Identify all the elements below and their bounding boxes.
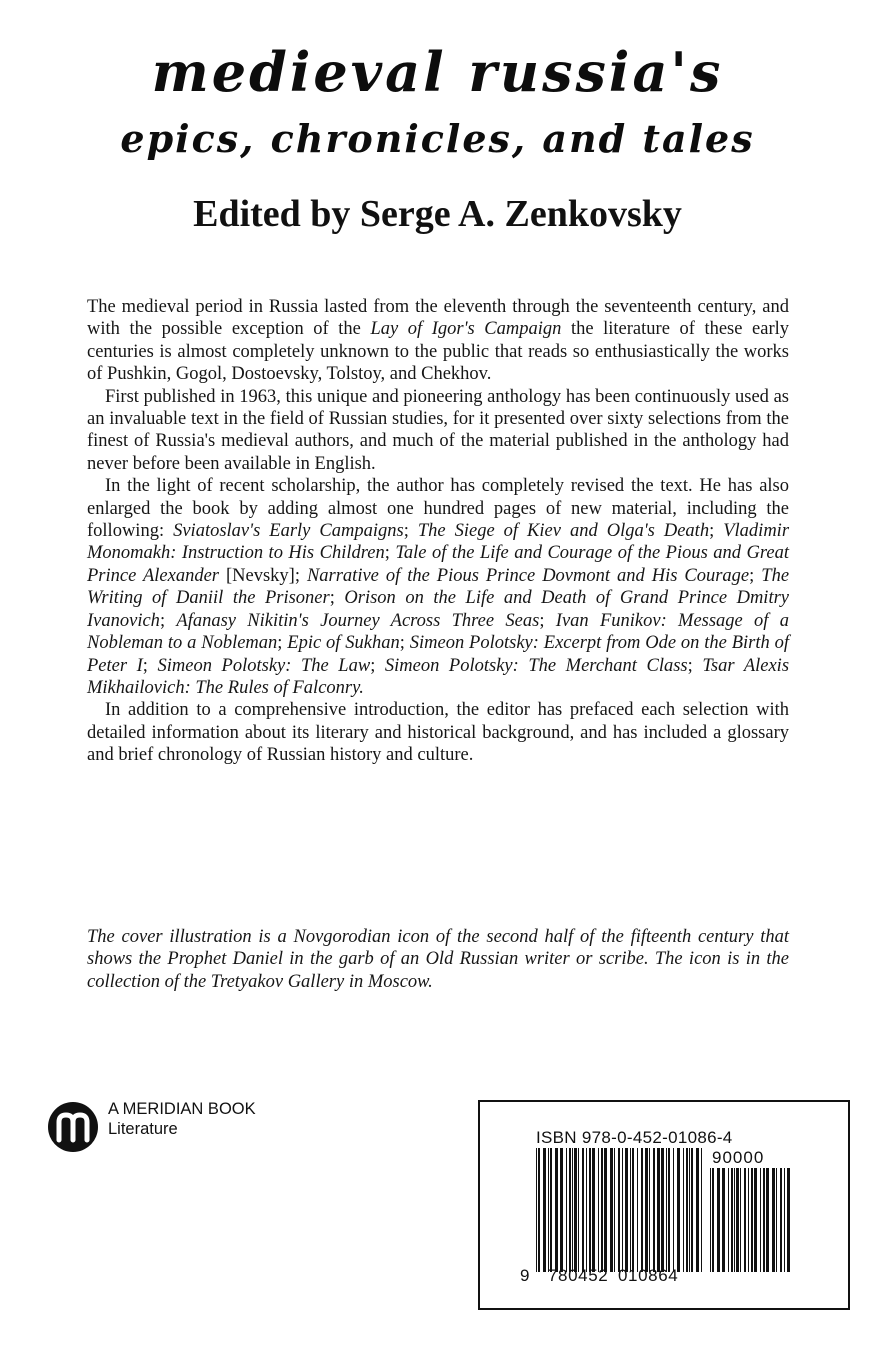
barcode-bar [776,1168,777,1272]
barcode-bar [740,1168,741,1272]
barcode-bar [604,1148,607,1272]
barcode-bar [569,1148,571,1272]
barcode-bar [763,1168,765,1272]
barcode-bar [566,1148,567,1272]
barcode-first-digit: 9 [520,1266,530,1285]
barcode-bar [555,1148,558,1272]
barcode-bar [728,1168,729,1272]
barcode-bar [610,1148,613,1272]
book-description [87,296,789,767]
barcode-bar [717,1168,720,1272]
barcode-bar [677,1148,680,1272]
description-paragraph-4: In addition to a comprehensive introduction, the editor has prefaced each selection with detailed information about its literary and historical background, and has included a glossary and brief chronology of Russian history and culture. [87,700,789,766]
book-title-line-1: medieval russia's [151,40,724,104]
work-title: Tale of the Life and Courage of the Pious and Great Prince Alexander [87,543,789,586]
barcode-bar [625,1148,628,1272]
barcode-bar [653,1148,655,1272]
isbn-barcode-panel [478,1100,850,1310]
barcode-bar [683,1148,684,1272]
work-title: Simeon Polotsky: The Law [157,655,371,676]
work-title: Tsar Alexis Mikhailovich: The Rules of Falconry. [87,655,790,698]
barcode-bar [543,1148,546,1272]
barcode-bar [731,1168,733,1272]
barcode-bar [550,1148,552,1272]
cover-illustration-note: The cover illustration is a Novgorodian icon of the second half of the fifteenth century that shows the Prophet Daniel in the garb of an Old Russian writer or scribe. The icon is in the collection of the Tretyakov Gallery in Moscow. [87,927,789,992]
barcode-bar [751,1168,753,1272]
barcode-bar [574,1148,577,1272]
barcode-bar [734,1168,735,1272]
work-title: The Writing of Daniil the Prisoner [87,565,790,609]
description-paragraph-3: In the light of recent scholarship, the author has completely revised the text. He has also enlarged the book by adding almost one hundred pages of new material, including the following: Sviatoslav's Early Campaigns; The Siege of Kiev and Olga's Death; Vladimir Monomakh: Instruction to His Children; Tale of the Life and Courage of the Pious and Great Prince Alexander [Nevsky]; Narrative of the Pious Prince Dovmont and His Courage; The Writing of Daniil the Prisoner; Orison on the Life and Death of Grand Prince Dmitry Ivanovich; Afanasy Nikitin's Journey Across Three Seas; Ivan Funikov: Message of a Nobleman to a Nobleman; Epic of Sukhan; Simeon Polotsky: Excerpt from Ode on the Birth of Peter I; Simeon Polotsky: The Law; Simeon Polotsky: The Merchant Class; Tsar Alexis Mikhailovich: The Rules of Falconry. [87,476,790,698]
barcode-bar [754,1168,757,1272]
barcode-bar [630,1148,631,1272]
barcode-bar [710,1168,711,1272]
barcode-bar [744,1168,746,1272]
barcode-bar [536,1148,537,1272]
barcode-bar [592,1148,595,1272]
barcode-bar [538,1148,540,1272]
work-title-bracket: [Nevsky] [225,565,295,586]
barcode-bar [689,1148,690,1272]
work-title: Orison on the Life and Death of Grand Prince Dmitry Ivanovich [87,588,789,631]
barcode-bar [586,1148,587,1272]
barcode-bar [598,1148,599,1272]
barcode-bar [641,1148,643,1272]
barcode-bar [686,1148,688,1272]
barcode-bar [572,1148,573,1272]
barcode-bar [578,1148,579,1272]
isbn-label: ISBN 978-0-452-01086-4 [536,1128,733,1147]
barcode-bar [601,1148,603,1272]
barcode-bar [582,1148,584,1272]
barcode-bar [666,1148,667,1272]
barcode-bar [548,1148,549,1272]
p3-intro: In the light of recent scholarship, the author has completely revised the text. He has also enlarged the book by adding almost one hundred pages of new material, including the following: [87,476,789,542]
barcode-bar [772,1168,775,1272]
barcode-bar [668,1148,670,1272]
publisher-name: A MERIDIAN BOOK [108,1100,256,1118]
barcode-bar [645,1148,648,1272]
publisher-imprint [46,1098,346,1154]
p1-text-c: the literature of these early centuries is almost completely unknown to the public that reads so enthusiastically the works of Pushkin, Gogol, Dostoevsky, Tolstoy, and Chekhov. [87,319,789,385]
barcode-bar [637,1148,638,1272]
p1-text-a: The medieval period in Russia lasted from the eleventh through the seventeenth century, and with the possible exception of the [87,297,789,340]
work-title: Vladimir Monomakh: Instruction to His Children [87,521,790,564]
description-paragraph-2: First published in 1963, this unique and pioneering anthology has been continuously used as an invaluable text in the field of Russian studies, for it presented over sixty selections from the finest of Russia's medieval authors, and much of the material published in the anthology had never before been available in English. [87,386,789,474]
barcode-right-digits: 010864 [618,1266,679,1285]
barcode-bar [696,1148,699,1272]
work-title: Sviatoslav's Early Campaigns [173,521,404,542]
work-title: Simeon Polotsky: The Merchant Class [384,655,688,676]
barcode-bar [589,1148,591,1272]
work-title: Epic of Sukhan [287,633,400,654]
work-title: The Siege of Kiev and Olga's Death [417,521,710,542]
barcode-bar [712,1168,714,1272]
barcode-bar [760,1168,761,1272]
barcode-bar [722,1168,725,1272]
barcode-bar [632,1148,634,1272]
barcode-bar [618,1148,620,1272]
work-title: Afanasy Nikitin's Journey Across Three Seas [176,610,540,631]
p1-title-lay-of-igor: Lay of Igor's Campaign [370,319,562,340]
barcode-bar [661,1148,664,1272]
price-code: 90000 [712,1148,765,1167]
barcode-bar [787,1168,790,1272]
barcode-bar [657,1148,660,1272]
editor-credit: Edited by Serge A. Zenkovsky [193,193,682,235]
work-title: Simeon Polotsky: Excerpt from Ode on the Birth of Peter I [87,633,790,676]
barcode-bar [748,1168,749,1272]
barcode-bar [622,1148,623,1272]
publisher-category: Literature [108,1120,178,1138]
barcode-bar [614,1148,615,1272]
work-title: Ivan Funikov: Message of a Nobleman to a Nobleman [87,610,790,654]
barcode-left-digits: 780452 [548,1266,609,1285]
barcode-bar [673,1148,674,1272]
work-title: Narrative of the Pious Prince Dovmont and His Courage [306,565,750,586]
barcode-bar [649,1148,650,1272]
barcode-bar [780,1168,782,1272]
barcode-bar [560,1148,563,1272]
barcode-bar [691,1148,693,1272]
barcode-bar [701,1148,702,1272]
barcode-bar [766,1168,769,1272]
barcode-bar [736,1168,739,1272]
book-title-line-2: epics, chronicles, and tales [120,116,755,161]
barcode-bar [784,1168,785,1272]
description-paragraph-1 [87,296,789,386]
meridian-logo-icon [46,1100,100,1154]
